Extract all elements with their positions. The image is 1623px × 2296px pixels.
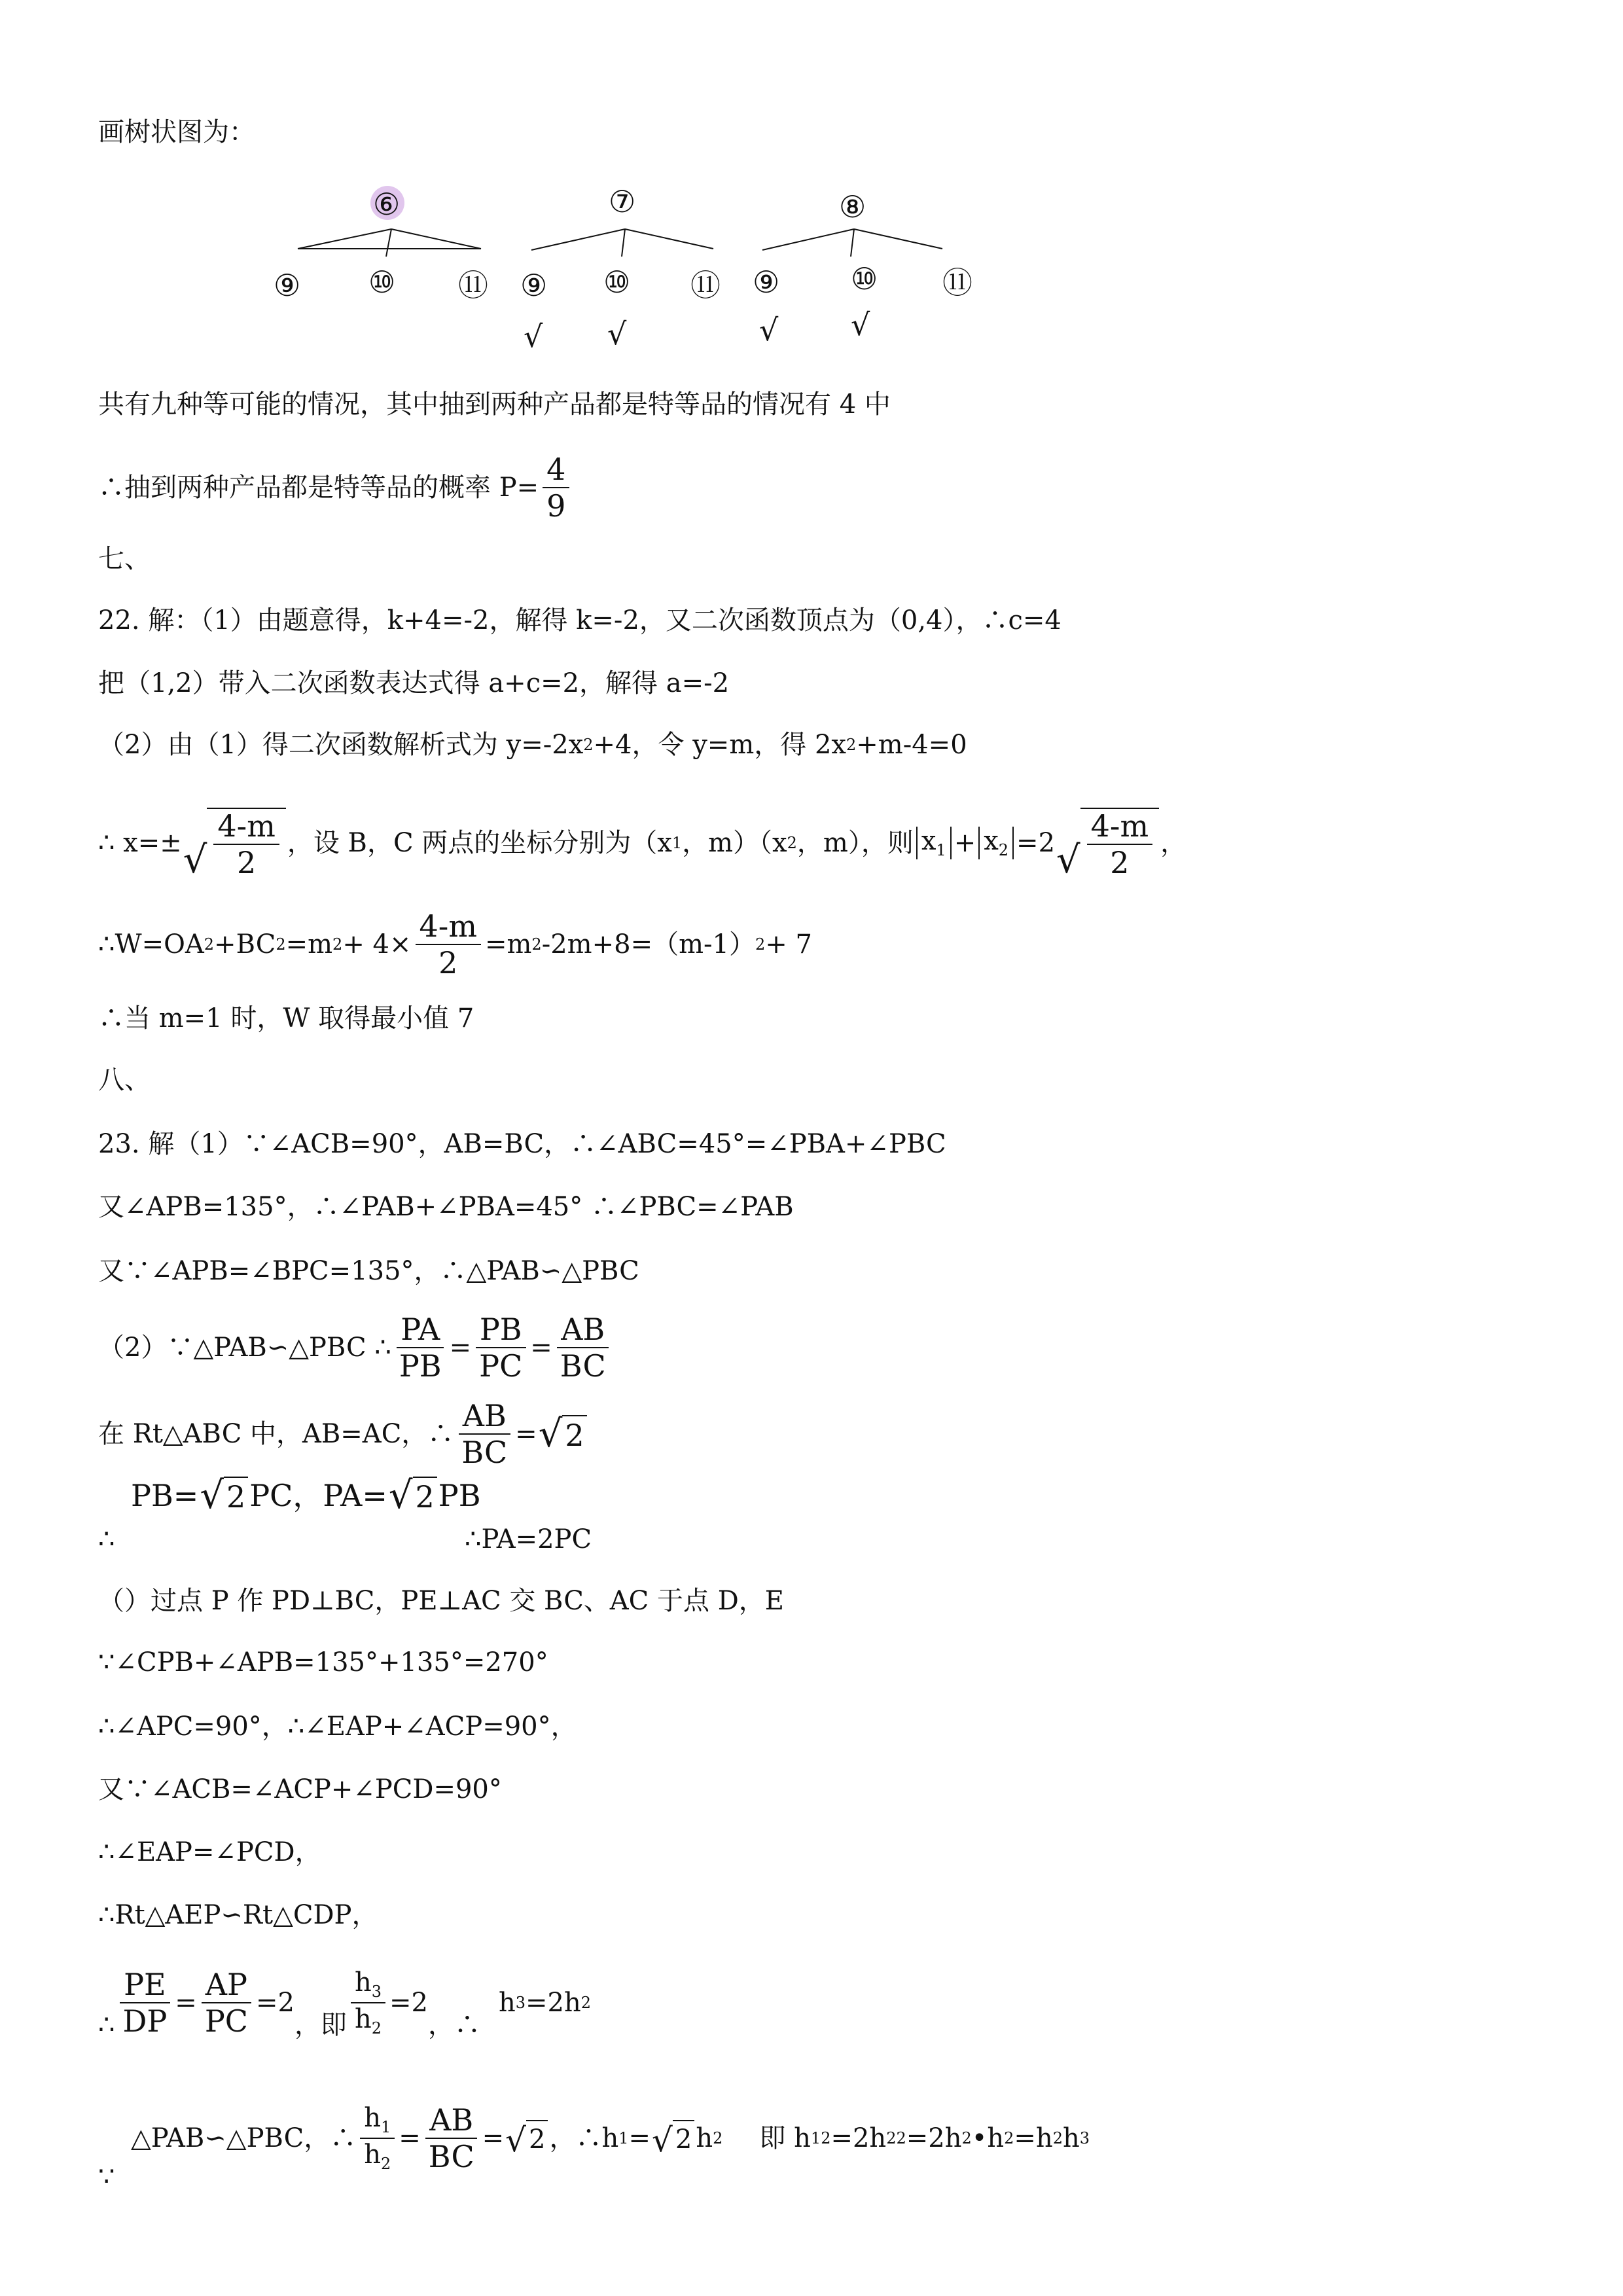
q23-line-2: 又∠APB=135°，∴∠PAB+∠PBA=45° ∴∠PBC=∠PAB [98, 1192, 794, 1222]
branch-line [854, 229, 942, 249]
tree-leaf: ⑪ [690, 268, 721, 303]
q22-line-2: 把（1,2）带入二次函数表达式得 a+c=2，解得 a=-2 [98, 668, 730, 698]
check-mark-icon: √ [851, 307, 870, 342]
q23-line-1: 23. 解（1）∵∠ACB=90°，AB=BC，∴∠ABC=45°=∠PBA+∠PBC [98, 1129, 946, 1159]
q23-line-10: 又∵∠ACB=∠ACP+∠PCD=90° [98, 1774, 502, 1804]
probability-line: ∴抽到两种产品都是特等品的概率 P= $\frac{4}{9}$ [98, 452, 573, 524]
q23-line-5: 在 Rt△ABC 中，AB=AC，∴ $\frac{AB}{BC}$ = √ 2 [98, 1398, 588, 1470]
probability-fraction: $\frac{4}{9}$ [543, 454, 569, 522]
q22-line-6: ∴当 m=1 时，W 取得最小值 7 [98, 1003, 474, 1033]
tree-leaf: ⑩ [603, 264, 631, 300]
tree-leaf: ⑪ [458, 268, 488, 303]
q23-line-6a: PB= √ 2 PC，PA= √ 2 PB [131, 1473, 481, 1517]
check-mark-icon: √ [759, 312, 779, 348]
q23-line-14: △PAB∽△PBC，∴ $\frac{h_1}{h_2}$ = $\frac{AB}{BC}$ = √ 2 ，∴h 1 = √ 2 h 2 即 h 1 2 =2h 2 2 =2h 2 • h 2 =h 2 h 3 [131, 2102, 1090, 2174]
check-mark-icon: √ [524, 319, 543, 354]
tree-root-1: ⑥ [373, 187, 401, 222]
radical: √ $\frac{4-m}{2}$ [1056, 808, 1159, 879]
branch-line [386, 229, 391, 257]
q23-line-8: ∵∠CPB+∠APB=135°+135°=270° [98, 1647, 548, 1677]
intro-text: 画树状图为： [98, 117, 255, 147]
tree-leaf: ⑩ [368, 264, 396, 300]
q23-line-6c: ∴PA=2PC [465, 1524, 592, 1554]
q22-line-3: （2）由（1）得二次函数解析式为 y=-2x 2 +4，令 y=m，得 2x 2 +m-4=0 [98, 730, 967, 760]
branch-line [625, 229, 713, 249]
tree-leaf: ⑪ [942, 265, 972, 300]
q23-line-4: （2）∵△PAB∽△PBC ∴ $\frac{PA}{PB}$ = $\frac{PB}{PC}$ = $\frac{AB}{BC}$ [98, 1312, 614, 1384]
result-text: 共有九种等可能的情况，其中抽到两种产品都是特等品的情况有 4 中 [98, 389, 891, 420]
q23-line-3: 又∵∠APB=∠BPC=135°，∴△PAB∽△PBC [98, 1256, 639, 1286]
q23-line-6b: ∴ [98, 1524, 115, 1554]
q23-line-14-because: ∵ [98, 2162, 115, 2192]
tree-leaf: ⑩ [851, 261, 878, 296]
section-7-heading: 七、 [98, 544, 151, 574]
radical: √ $\frac{4-m}{2}$ [183, 808, 286, 879]
tree-group-2 [531, 229, 713, 257]
tree-leaf: ⑨ [753, 264, 780, 300]
q23-line-7: （）过点 P 作 PD⊥BC，PE⊥AC 交 BC、AC 于点 D，E [98, 1586, 784, 1616]
q23-line-12: ∴Rt△AEP∽Rt△CDP， [98, 1900, 378, 1930]
branch-line [531, 229, 625, 250]
tree-root-2: ⑦ [609, 184, 636, 219]
q22-line-1: 22. 解：（1）由题意得，k+4=-2，解得 k=-2，又二次函数顶点为（0,4），∴c=4 [98, 605, 1061, 636]
tree-leaf: ⑨ [274, 268, 301, 303]
q22-line-5: ∴W=OA 2 +BC 2 =m 2 + 4× $\frac{4-m}{2}$ =m 2 -2m+8=（m-1） 2 + 7 [98, 908, 812, 980]
q23-line-11: ∴∠EAP=∠PCD， [98, 1837, 321, 1867]
branch-line [762, 229, 854, 250]
q23-line-9: ∴∠APC=90°，∴∠EAP+∠ACP=90°， [98, 1712, 577, 1742]
branch-line [298, 229, 391, 249]
tree-root-3: ⑧ [839, 189, 866, 224]
q23-line-13: ∴ $\frac{PE}{DP}$ = $\frac{AP}{PC}$ =2 ，即 $\frac{h_3}{h_2}$ =2 ，∴ h 3 =2h 2 [98, 1966, 592, 2040]
check-mark-icon: √ [607, 316, 627, 351]
section-8-heading: 八、 [98, 1065, 151, 1095]
branch-line [622, 229, 625, 257]
branch-line [851, 229, 854, 257]
q22-line-4: ∴ x=± √ $\frac{4-m}{2}$ ，设 B，C 两点的坐标分别为（x 1 ，m）（x 2 ，m），则 $x_1$ + $x_2$ =2 √ $\frac{4-m}{2}$ ， [98, 808, 1187, 882]
branch-line [391, 229, 481, 249]
tree-diagram [0, 0, 1623, 367]
tree-group-3 [762, 229, 942, 257]
tree-leaf: ⑨ [520, 268, 548, 303]
